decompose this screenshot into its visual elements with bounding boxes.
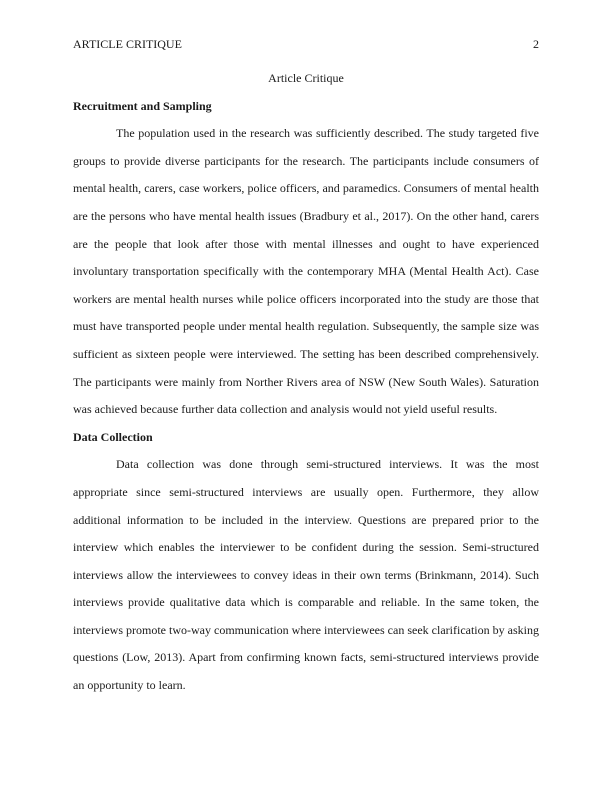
paragraph-data-collection: Data collection was done through semi-structured interviews. It was the most appropriate since semi-structured interviews are usually open. Furthermore, they allow additional information to be included in the interview. Questions are prepared prior to the interview which enables the interviewer to be confident during the session. Semi-structured interviews allow the interviewees to convey ideas in their own terms (Brinkmann, 2014). Such interviews provide qualitative data which is comparable and reliable. In the same token, the interviews promote two-way communication where interviewees can seek clarification by asking questions (Low, 2013). Apart from confirming known facts, semi-structured interviews provide an opportunity to learn. [73, 457, 539, 693]
page-number: 2 [533, 37, 539, 51]
section-heading-recruitment: Recruitment and Sampling [73, 98, 212, 113]
section-heading-data-collection: Data Collection [73, 429, 153, 444]
running-head-title: ARTICLE CRITIQUE [73, 37, 182, 51]
running-head [73, 35, 539, 53]
document-title: Article Critique [268, 71, 344, 85]
paragraph-recruitment: The population used in the research was sufficiently described. The study targeted five groups to provide diverse participants for the research. The participants include consumers of mental health, carers, case workers, police officers, and paramedics. Consumers of mental health are the persons who have mental health issues (Bradbury et al., 2017). On the other hand, carers are the people that look after those with mental illnesses and ought to have experienced involuntary transportation specifically with the contemporary MHA (Mental Health Act). Case workers are mental health nurses while police officers incorporated into the study are those that must have transported people under mental health regulation. Subsequently, the sample size was sufficient as sixteen people were interviewed. The setting has been described comprehensively. The participants were mainly from Norther Rivers area of NSW (New South Wales). Saturation was achieved because further data collection and analysis would not yield useful results. [73, 126, 539, 417]
document-body [73, 65, 539, 700]
